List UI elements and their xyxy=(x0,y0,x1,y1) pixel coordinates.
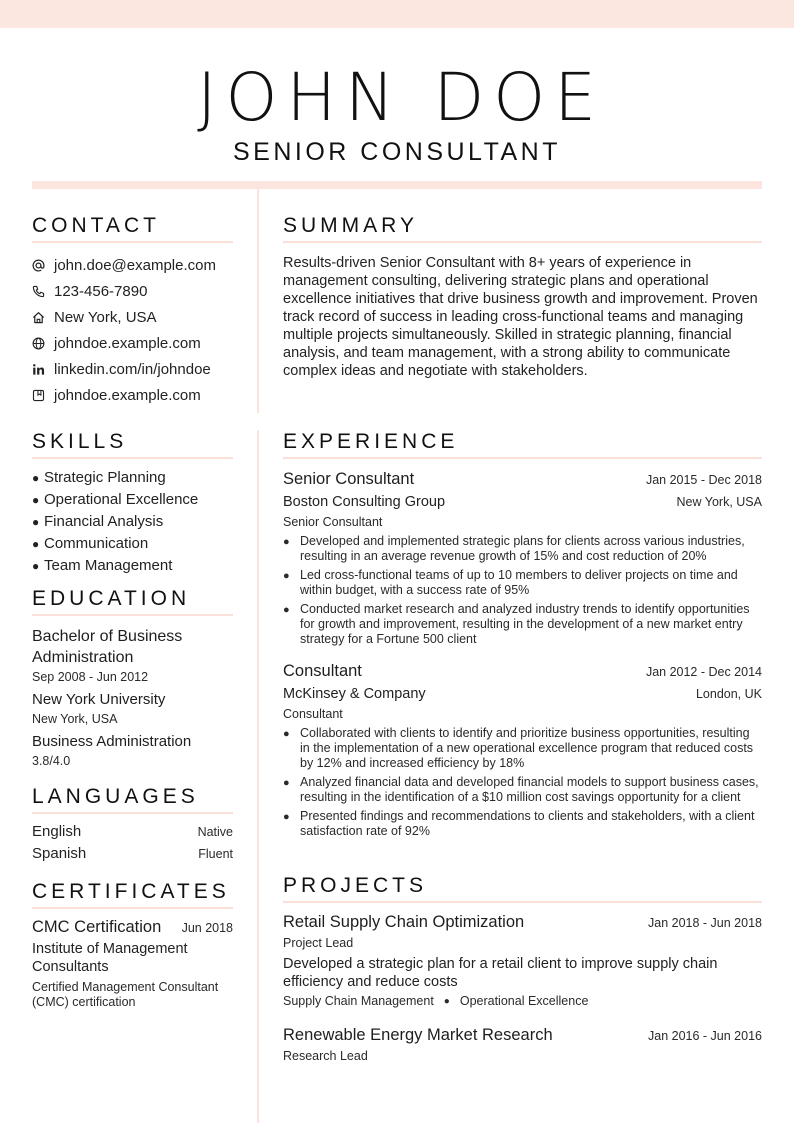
candidate-headline: SENIOR CONSULTANT xyxy=(232,138,562,166)
achievement-item xyxy=(283,726,762,771)
bookmark-icon xyxy=(32,389,45,402)
job-location: New York, USA xyxy=(676,495,762,509)
achievement-text: Collaborated with clients to identify and prioritize business opportunities, resulting in the implementation of a new operational excellence program that reduced costs by 12% and increased efficiency by 18% xyxy=(300,726,754,770)
certificate-name: CMC Certification xyxy=(32,918,162,936)
skill-label: Strategic Planning xyxy=(44,469,166,486)
certificate-header xyxy=(32,918,233,937)
top-accent-band xyxy=(0,0,794,28)
summary-text: Results-driven Senior Consultant with 8+ years of experience in management consulting, delivering strategic plans and operational excellence initiatives that drive business growth and improvement. Proven track record of success in leading cross-functional teams and managing multiple projects simultaneously. Skilled in strategic planning, financial analysis, and team management, with a strong ability to communicate complex ideas and negotiate with stakeholders. xyxy=(283,255,758,379)
contact-section xyxy=(32,214,233,408)
project-tags xyxy=(283,994,762,1008)
job-role: Consultant xyxy=(283,707,343,721)
bullet-icon: ● xyxy=(283,811,290,823)
project-entry xyxy=(283,912,762,1008)
contact-title: CONTACT xyxy=(32,214,233,243)
projects-title: PROJECTS xyxy=(283,874,762,903)
project-dates: Jan 2018 - Jun 2018 xyxy=(648,916,762,930)
skill-item xyxy=(32,467,233,489)
achievement-text: Presented findings and recommendations to clients and stakeholders, with a client satisfaction rate of 92% xyxy=(300,809,755,838)
language-level: Fluent xyxy=(198,847,233,861)
candidate-name: JOHN DOE xyxy=(197,59,605,136)
education-section xyxy=(32,587,233,770)
summary-section xyxy=(283,214,762,380)
achievement-text: Developed and implemented strategic plans for clients across various industries, resulting in an average revenue growth of 15% and cost reduction of 20% xyxy=(300,534,745,563)
contact-email-text: john.doe@example.com xyxy=(54,256,216,274)
project-role: Research Lead xyxy=(283,1049,368,1063)
certificate-issuer: Institute of Management Consultants xyxy=(32,941,188,975)
languages-section xyxy=(32,785,233,865)
job-location: London, UK xyxy=(695,687,762,701)
achievement-item xyxy=(283,775,762,805)
contact-phone-text: 123-456-7890 xyxy=(54,282,148,300)
job-company: Boston Consulting Group xyxy=(283,494,446,510)
skill-label: Financial Analysis xyxy=(44,513,164,530)
job-dates: Jan 2012 - Dec 2014 xyxy=(645,665,762,679)
achievement-text: Conducted market research and analyzed industry trends to identify opportunities for growth and improvement, resulting in the development of a new market entry strategy for a Fortune 500 client xyxy=(300,602,750,646)
job-title: Senior Consultant xyxy=(283,470,415,488)
certificates-section xyxy=(32,880,233,1010)
education-gpa: 3.8/4.0 xyxy=(32,754,71,768)
job-entry xyxy=(283,661,762,839)
skills-title: SKILLS xyxy=(32,430,233,459)
achievement-text: Led cross-functional teams of up to 10 members to deliver projects on time and within budget, with a success rate of 95% xyxy=(300,568,738,597)
achievement-item xyxy=(283,809,762,839)
skill-item xyxy=(32,555,233,577)
column-divider-top xyxy=(257,189,259,413)
home-icon xyxy=(32,311,45,324)
experience-section xyxy=(283,430,762,843)
bullet-icon: ● xyxy=(32,471,40,485)
bullet-icon: ● xyxy=(283,728,290,740)
languages-title: LANGUAGES xyxy=(32,785,233,814)
skill-item xyxy=(32,511,233,533)
achievement-item xyxy=(283,568,762,598)
job-company: McKinsey & Company xyxy=(283,686,426,702)
skill-label: Team Management xyxy=(44,557,173,574)
project-dates: Jan 2016 - Jun 2016 xyxy=(648,1029,762,1043)
skills-list xyxy=(32,467,233,577)
achievement-item xyxy=(283,534,762,564)
project-title: Retail Supply Chain Optimization xyxy=(283,913,525,931)
language-name: English xyxy=(32,823,82,840)
tag-separator-icon: ● xyxy=(443,995,450,1007)
linkedin-icon xyxy=(32,363,45,376)
language-name: Spanish xyxy=(32,845,87,862)
contact-linkedin-text: linkedin.com/in/johndoe xyxy=(54,360,211,378)
projects-section xyxy=(283,874,762,1064)
project-description: Developed a strategic plan for a retail client to improve supply chain efficiency and reduce costs xyxy=(283,956,718,990)
bullet-icon: ● xyxy=(32,493,40,507)
language-row xyxy=(32,843,233,865)
certificate-description: Certified Management Consultant (CMC) certification xyxy=(32,980,219,1009)
certificate-date: Jun 2018 xyxy=(181,921,233,935)
column-divider-bottom xyxy=(257,430,259,1123)
education-dates: Sep 2008 - Jun 2012 xyxy=(32,670,149,684)
job-role: Senior Consultant xyxy=(283,515,383,529)
education-location: New York, USA xyxy=(32,712,118,726)
summary-title: SUMMARY xyxy=(283,214,762,243)
project-tag: Operational Excellence xyxy=(459,994,589,1008)
contact-portfolio-text: johndoe.example.com xyxy=(54,386,201,404)
resume-header xyxy=(0,60,794,167)
job-achievements xyxy=(283,534,762,647)
languages-list xyxy=(32,821,233,865)
bullet-icon: ● xyxy=(283,604,290,616)
contact-list xyxy=(32,252,233,408)
education-title: EDUCATION xyxy=(32,587,233,616)
contact-location xyxy=(32,304,233,330)
project-entry xyxy=(283,1025,762,1064)
language-level: Native xyxy=(197,825,233,839)
project-tag: Supply Chain Management xyxy=(283,994,434,1008)
bullet-icon: ● xyxy=(283,536,290,548)
phone-icon xyxy=(32,285,45,298)
at-icon xyxy=(32,259,45,272)
experience-title: EXPERIENCE xyxy=(283,430,762,459)
project-role: Project Lead xyxy=(283,936,354,950)
job-achievements xyxy=(283,726,762,839)
bullet-icon: ● xyxy=(32,559,40,573)
project-title: Renewable Energy Market Research xyxy=(283,1026,553,1044)
bullet-icon: ● xyxy=(283,777,290,789)
job-title: Consultant xyxy=(283,662,362,680)
skill-label: Operational Excellence xyxy=(44,491,199,508)
header-divider xyxy=(32,181,762,189)
achievement-item xyxy=(283,602,762,647)
education-school: New York University xyxy=(32,691,166,708)
contact-location-text: New York, USA xyxy=(54,308,157,326)
achievement-text: Analyzed financial data and developed financial models to support business cases, resulting in the identification of a $10 million cost savings opportunity for a client xyxy=(300,775,759,804)
skill-label: Communication xyxy=(44,535,149,552)
skill-item xyxy=(32,489,233,511)
certificates-title: CERTIFICATES xyxy=(32,880,233,909)
bullet-icon: ● xyxy=(283,570,290,582)
bullet-icon: ● xyxy=(32,537,40,551)
job-entry xyxy=(283,469,762,647)
contact-website-text: johndoe.example.com xyxy=(54,334,201,352)
bullet-icon: ● xyxy=(32,515,40,529)
contact-phone[interactable] xyxy=(32,278,233,304)
skill-item xyxy=(32,533,233,555)
contact-website[interactable] xyxy=(32,330,233,356)
education-degree: Bachelor of Business Administration xyxy=(32,628,183,666)
education-field: Business Administration xyxy=(32,733,192,750)
skills-section xyxy=(32,430,233,577)
contact-email[interactable] xyxy=(32,252,233,278)
contact-portfolio[interactable] xyxy=(32,382,233,408)
globe-icon xyxy=(32,337,45,350)
contact-linkedin[interactable] xyxy=(32,356,233,382)
language-row xyxy=(32,821,233,843)
job-dates: Jan 2015 - Dec 2018 xyxy=(645,473,762,487)
